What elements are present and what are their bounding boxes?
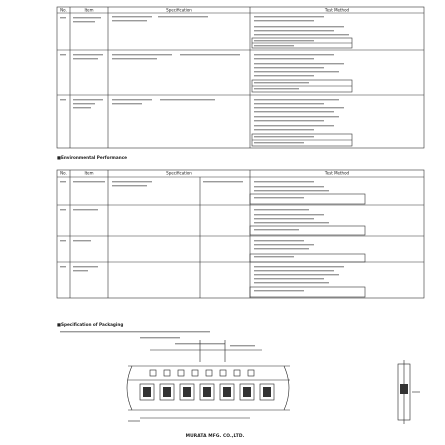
illegible-text-line <box>60 181 66 182</box>
illegible-text-line <box>254 222 329 223</box>
illegible-text-line <box>254 186 324 187</box>
illegible-text-line <box>60 209 66 210</box>
tape-break-right <box>284 366 289 410</box>
illegible-text-line <box>73 54 103 55</box>
illegible-text-line <box>254 40 314 41</box>
sprocket-hole <box>164 370 170 376</box>
illegible-text-line <box>73 21 95 22</box>
illegible-text-line <box>254 111 334 112</box>
illegible-text-line <box>254 181 314 182</box>
packaging-text-lines <box>60 331 255 346</box>
illegible-text-line <box>254 266 344 267</box>
sprocket-hole <box>192 370 198 376</box>
table2-header-item: Item <box>84 170 94 176</box>
sprocket-hole <box>206 370 212 376</box>
table2-subtable <box>250 226 365 235</box>
table2-border <box>57 170 424 298</box>
sprocket-hole <box>248 370 254 376</box>
illegible-text-line <box>254 290 304 291</box>
illegible-text-line <box>160 99 215 100</box>
capacitor-chip <box>263 387 271 397</box>
illegible-text-line <box>254 278 324 279</box>
capacitor-chip <box>143 387 151 397</box>
illegible-text-line <box>254 107 344 108</box>
illegible-text-line <box>112 181 152 182</box>
sprocket-hole <box>178 370 184 376</box>
illegible-text-line <box>254 197 304 198</box>
capacitor-chip <box>203 387 211 397</box>
table1-header <box>60 8 349 13</box>
section-title-environmental: ■Environmental Performance <box>57 155 128 160</box>
illegible-text-line <box>254 16 324 17</box>
illegible-text-line <box>112 103 142 104</box>
illegible-text-line <box>254 45 294 46</box>
table2-subtable <box>250 287 365 297</box>
illegible-text-line <box>73 181 105 182</box>
illegible-text-line <box>60 266 66 267</box>
section-title-packaging: ■Specification of Packaging <box>57 322 124 327</box>
table2-header-test-method: Test Method <box>324 170 350 176</box>
illegible-text-line <box>175 343 205 344</box>
illegible-text-line <box>254 256 294 257</box>
illegible-text-line <box>112 20 147 21</box>
illegible-text-line <box>73 99 103 100</box>
illegible-text-line <box>73 209 98 210</box>
illegible-text-line <box>254 71 339 72</box>
illegible-text-line <box>254 274 339 275</box>
illegible-text-line <box>254 54 334 55</box>
illegible-text-line <box>254 30 334 31</box>
table1-text-lines <box>60 16 349 143</box>
illegible-text-line <box>60 240 66 241</box>
illegible-text-line <box>158 16 208 17</box>
table2-header <box>60 171 349 176</box>
illegible-text-line <box>60 331 210 332</box>
illegible-text-line <box>254 120 324 121</box>
illegible-text-line <box>140 337 180 338</box>
illegible-text-line <box>254 34 349 35</box>
illegible-text-line <box>254 209 309 210</box>
capacitor-chip <box>163 387 171 397</box>
illegible-text-line <box>254 58 314 59</box>
illegible-text-line <box>254 116 339 117</box>
illegible-text-line <box>254 99 339 100</box>
illegible-text-line <box>203 181 243 182</box>
illegible-text-line <box>254 75 314 76</box>
illegible-text-line <box>254 136 314 137</box>
illegible-text-line <box>254 240 304 241</box>
table1-header-no: No. <box>60 7 67 13</box>
illegible-text-line <box>60 54 66 55</box>
illegible-text-line <box>254 248 309 249</box>
illegible-text-line <box>73 270 88 271</box>
table2-grid <box>57 170 424 298</box>
illegible-text-line <box>254 26 344 27</box>
sprocket-hole <box>150 370 156 376</box>
carrier-tape-drawing <box>127 340 420 424</box>
tape-break-left <box>127 366 132 410</box>
illegible-text-line <box>205 343 225 344</box>
illegible-text-line <box>254 67 324 68</box>
illegible-text-line <box>254 244 314 245</box>
capacitor-chip <box>223 387 231 397</box>
illegible-text-line <box>180 54 240 55</box>
illegible-text-line <box>60 17 66 18</box>
table2-subtable <box>250 194 365 204</box>
capacitor-chip <box>183 387 191 397</box>
table1-grid <box>57 7 424 148</box>
illegible-text-line <box>112 58 157 59</box>
illegible-text-line <box>112 185 147 186</box>
illegible-text-line <box>254 282 329 283</box>
table1-header-test-method: Test Method <box>324 7 350 13</box>
table2-header-specification: Specification <box>166 170 192 176</box>
illegible-text-line <box>73 107 91 108</box>
capacitor-chip <box>243 387 251 397</box>
sprocket-hole <box>234 370 240 376</box>
tape-pockets <box>140 384 274 400</box>
illegible-text-line <box>73 58 98 59</box>
illegible-text-line <box>112 54 172 55</box>
illegible-text-line <box>73 103 95 104</box>
illegible-text-line <box>254 63 344 64</box>
footer-company-name: MURATA MFG. CO.,LTD. <box>185 434 245 439</box>
illegible-text-line <box>254 270 334 271</box>
table2-header-no: No. <box>60 170 67 176</box>
sprocket-hole <box>220 370 226 376</box>
illegible-text-line <box>254 142 304 143</box>
table1-border <box>57 7 424 148</box>
illegible-text-line <box>73 17 101 18</box>
table1-header-item: Item <box>84 7 94 13</box>
illegible-text-line <box>254 125 334 126</box>
illegible-text-line <box>254 129 314 130</box>
table1-header-specification: Specification <box>166 7 192 13</box>
sprocket-holes <box>150 370 254 376</box>
table2-subtable <box>250 254 365 262</box>
illegible-text-line <box>112 99 152 100</box>
illegible-text-line <box>73 240 91 241</box>
illegible-text-line <box>254 190 329 191</box>
illegible-text-line <box>254 88 299 89</box>
illegible-text-line <box>230 345 255 346</box>
illegible-text-line <box>254 20 314 21</box>
illegible-text-line <box>60 99 66 100</box>
illegible-text-line <box>112 16 152 17</box>
illegible-text-line <box>254 218 314 219</box>
illegible-text-line <box>254 82 309 83</box>
illegible-text-line <box>73 266 98 267</box>
illegible-text-line <box>254 214 324 215</box>
side-view-chip <box>400 384 408 394</box>
illegible-text-line <box>254 229 299 230</box>
illegible-text-line <box>254 103 324 104</box>
